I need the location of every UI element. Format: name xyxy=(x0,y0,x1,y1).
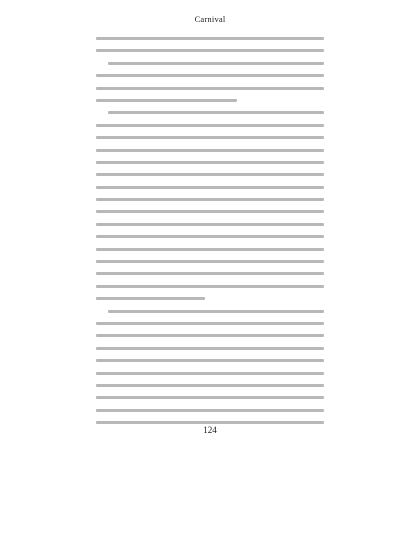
text-line-bar xyxy=(96,272,324,275)
text-line-bar xyxy=(96,136,324,139)
text-line xyxy=(96,49,324,58)
text-line xyxy=(96,149,324,158)
text-line-bar xyxy=(96,173,324,176)
text-line-bar xyxy=(96,322,324,325)
text-line xyxy=(96,260,324,269)
text-line xyxy=(96,248,324,257)
text-line xyxy=(96,136,324,145)
text-line-bar xyxy=(96,74,324,77)
text-line xyxy=(96,297,324,306)
text-line xyxy=(96,37,324,46)
text-line-bar xyxy=(96,285,324,288)
text-line-bar xyxy=(96,198,324,201)
text-line xyxy=(96,210,324,219)
text-line xyxy=(96,87,324,96)
text-line xyxy=(96,421,324,424)
running-head: Carnival xyxy=(194,14,226,24)
text-line xyxy=(96,74,324,83)
text-line xyxy=(96,285,324,294)
text-line-bar xyxy=(96,334,324,337)
text-line-bar xyxy=(108,310,324,313)
text-line-bar xyxy=(96,99,237,102)
text-line xyxy=(96,111,324,120)
text-line xyxy=(96,396,324,405)
text-line-bar xyxy=(96,347,324,350)
text-line xyxy=(96,334,324,343)
text-line-bar xyxy=(96,210,324,213)
text-line-bar xyxy=(96,248,324,251)
text-line xyxy=(96,124,324,133)
text-line xyxy=(96,272,324,281)
text-line xyxy=(96,322,324,331)
text-line xyxy=(96,99,324,108)
text-line-bar xyxy=(96,421,324,424)
text-line-bar xyxy=(96,87,324,90)
text-line xyxy=(96,161,324,170)
text-line xyxy=(96,223,324,232)
text-line-bar xyxy=(96,384,324,387)
text-line-bar xyxy=(96,297,205,300)
text-line-bar xyxy=(96,161,324,164)
text-line-bar xyxy=(96,372,324,375)
body-text-block xyxy=(96,34,324,424)
text-line xyxy=(96,310,324,319)
text-line-bar xyxy=(108,62,324,65)
text-line-bar xyxy=(108,111,324,114)
text-line-bar xyxy=(96,235,324,238)
text-line xyxy=(96,235,324,244)
text-line-bar xyxy=(96,359,324,362)
text-line xyxy=(96,409,324,418)
text-line-bar xyxy=(96,260,324,263)
text-line-bar xyxy=(96,49,324,52)
text-line xyxy=(96,372,324,381)
text-line xyxy=(96,359,324,368)
text-line xyxy=(96,198,324,207)
text-line xyxy=(96,62,324,71)
text-line xyxy=(96,384,324,393)
text-line xyxy=(96,347,324,356)
text-line-bar xyxy=(96,124,324,127)
page-number: 124 xyxy=(203,425,217,435)
text-line-bar xyxy=(96,409,324,412)
text-line-bar xyxy=(96,223,324,226)
text-line-bar xyxy=(96,149,324,152)
text-line xyxy=(96,186,324,195)
text-line-bar xyxy=(96,37,324,40)
text-line-bar xyxy=(96,396,324,399)
text-line-bar xyxy=(96,186,324,189)
text-line xyxy=(96,173,324,182)
